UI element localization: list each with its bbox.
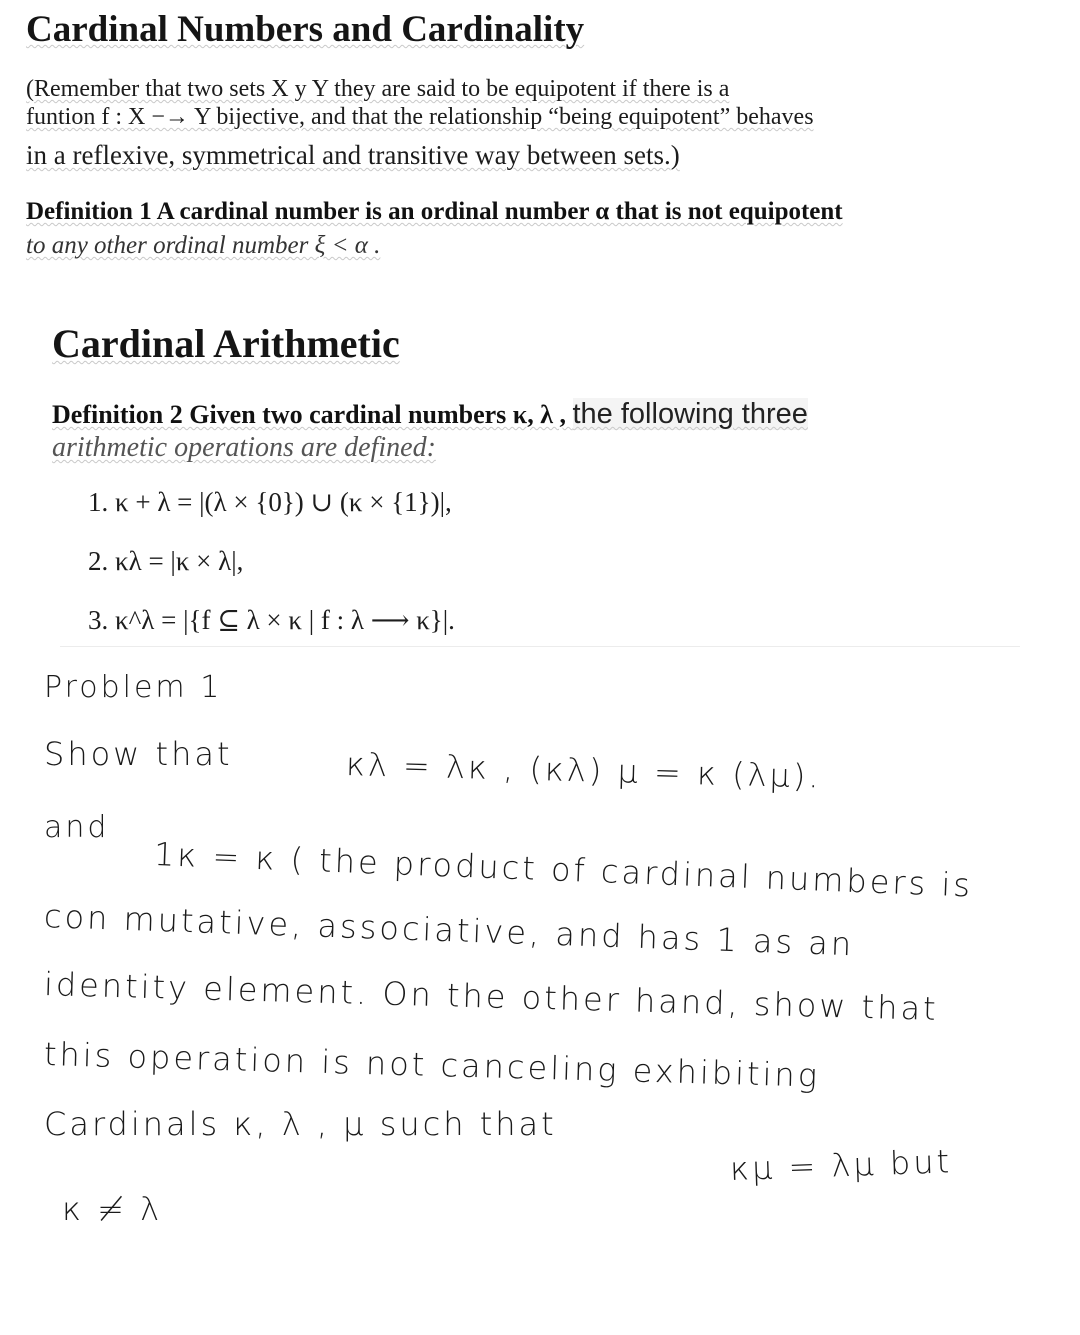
handwritten-line-3: con mutative, associative, and has 1 as an [43,897,855,964]
definition-2-sans-fragment: the following three [572,398,808,430]
definition-2-line-2: arithmetic operations are defined: [52,432,436,463]
handwritten-inequality: κ ≠ λ [62,1190,163,1228]
section-title: Cardinal Arithmetic [52,321,400,366]
remember-line-3: in a reflexive, symmetrical and transitive way between sets.) [26,140,680,170]
handwritten-line-6: Cardinals κ, λ , μ such that [44,1105,557,1143]
handwritten-line-4: identity element. On the other hand, show that [43,965,940,1028]
operation-product: 2. κλ = |κ × λ|, [88,546,244,576]
handwritten-line-2: 1κ = κ ( the product of cardinal numbers is [153,835,974,905]
remember-line-2: funtion f : X −→ Y bijective, and that the relationship “being equipotent” behaves [26,104,814,130]
handwritten-line-1: Show that [44,735,233,773]
operation-power: 3. κ^λ = |{f ⊆ λ × κ | f : λ ⟶ κ}|. [88,605,455,635]
definition-1-line-2: to any other ordinal number ξ < α . [26,232,381,259]
handwritten-line-and: and [44,810,110,845]
operation-sum: 1. κ + λ = |(λ × {0}) ∪ (κ × {1})|, [88,487,452,517]
handwritten-line-5: this operation is not canceling exhibiting [43,1035,821,1095]
definition-1-line-1: Definition 1 A cardinal number is an ordinal number α that is not equipotent [26,198,843,225]
remember-line-1: (Remember that two sets X y Y they are said to be equipotent if there is a [26,76,730,102]
handwritten-equations: κλ = λκ , (κλ) μ = κ (λμ). [345,745,823,796]
definition-2-line-1: Definition 2 Given two cardinal numbers κ, λ , the following three [52,398,808,430]
handwritten-equation-km: κμ = λμ but [729,1142,953,1188]
document-title: Cardinal Numbers and Cardinality [26,9,585,50]
problem-heading: Problem 1 [44,670,223,705]
section-divider [60,646,1020,647]
